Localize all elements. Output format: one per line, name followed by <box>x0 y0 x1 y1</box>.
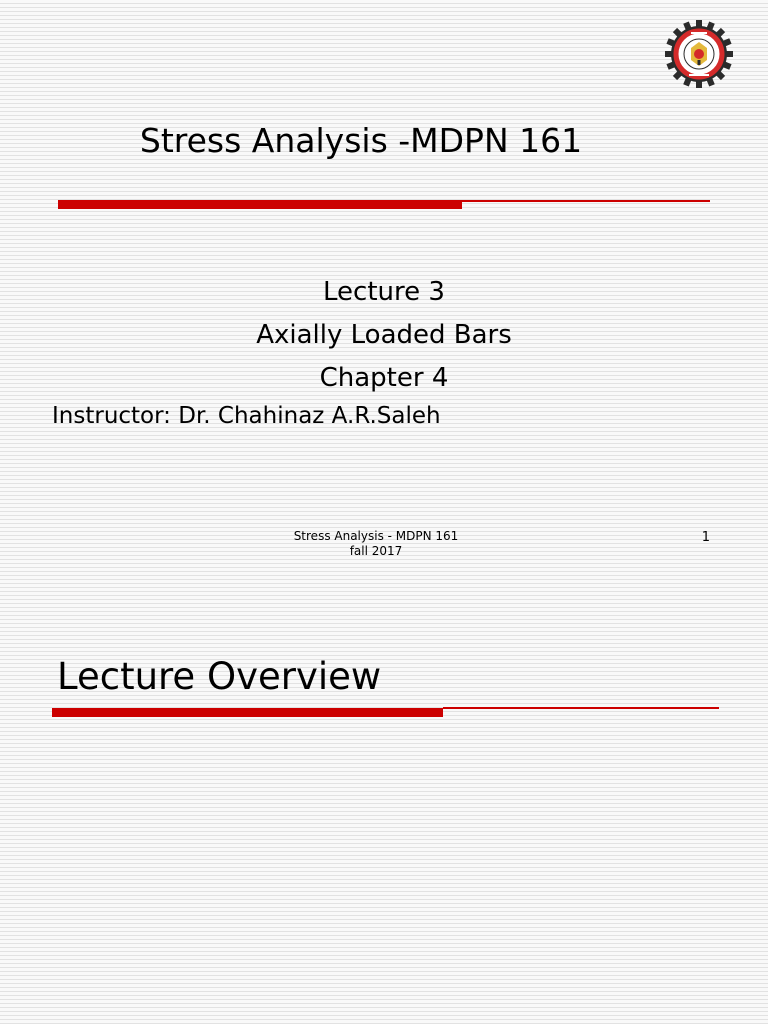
title-underline-thin <box>462 200 710 202</box>
instructor-name: Instructor: Dr. Chahinaz A.R.Saleh <box>52 403 441 429</box>
overview-title: Lecture Overview <box>57 655 382 698</box>
footer-course: Stress Analysis - MDPN 161 <box>293 529 459 543</box>
chapter-label: Chapter 4 <box>319 363 449 393</box>
lecture-number: Lecture 3 <box>323 277 445 307</box>
university-seal-icon <box>665 20 733 88</box>
footer-term: fall 2017 <box>349 544 403 558</box>
slide-title: Stress Analysis -MDPN 161 <box>139 121 583 160</box>
page-number: 1 <box>701 530 710 545</box>
slide-footer <box>0 529 752 559</box>
lecture-topic: Axially Loaded Bars <box>256 320 512 350</box>
title-underline-thick <box>58 200 462 209</box>
overview-underline-thin <box>443 707 719 709</box>
overview-underline-thick <box>52 708 443 717</box>
